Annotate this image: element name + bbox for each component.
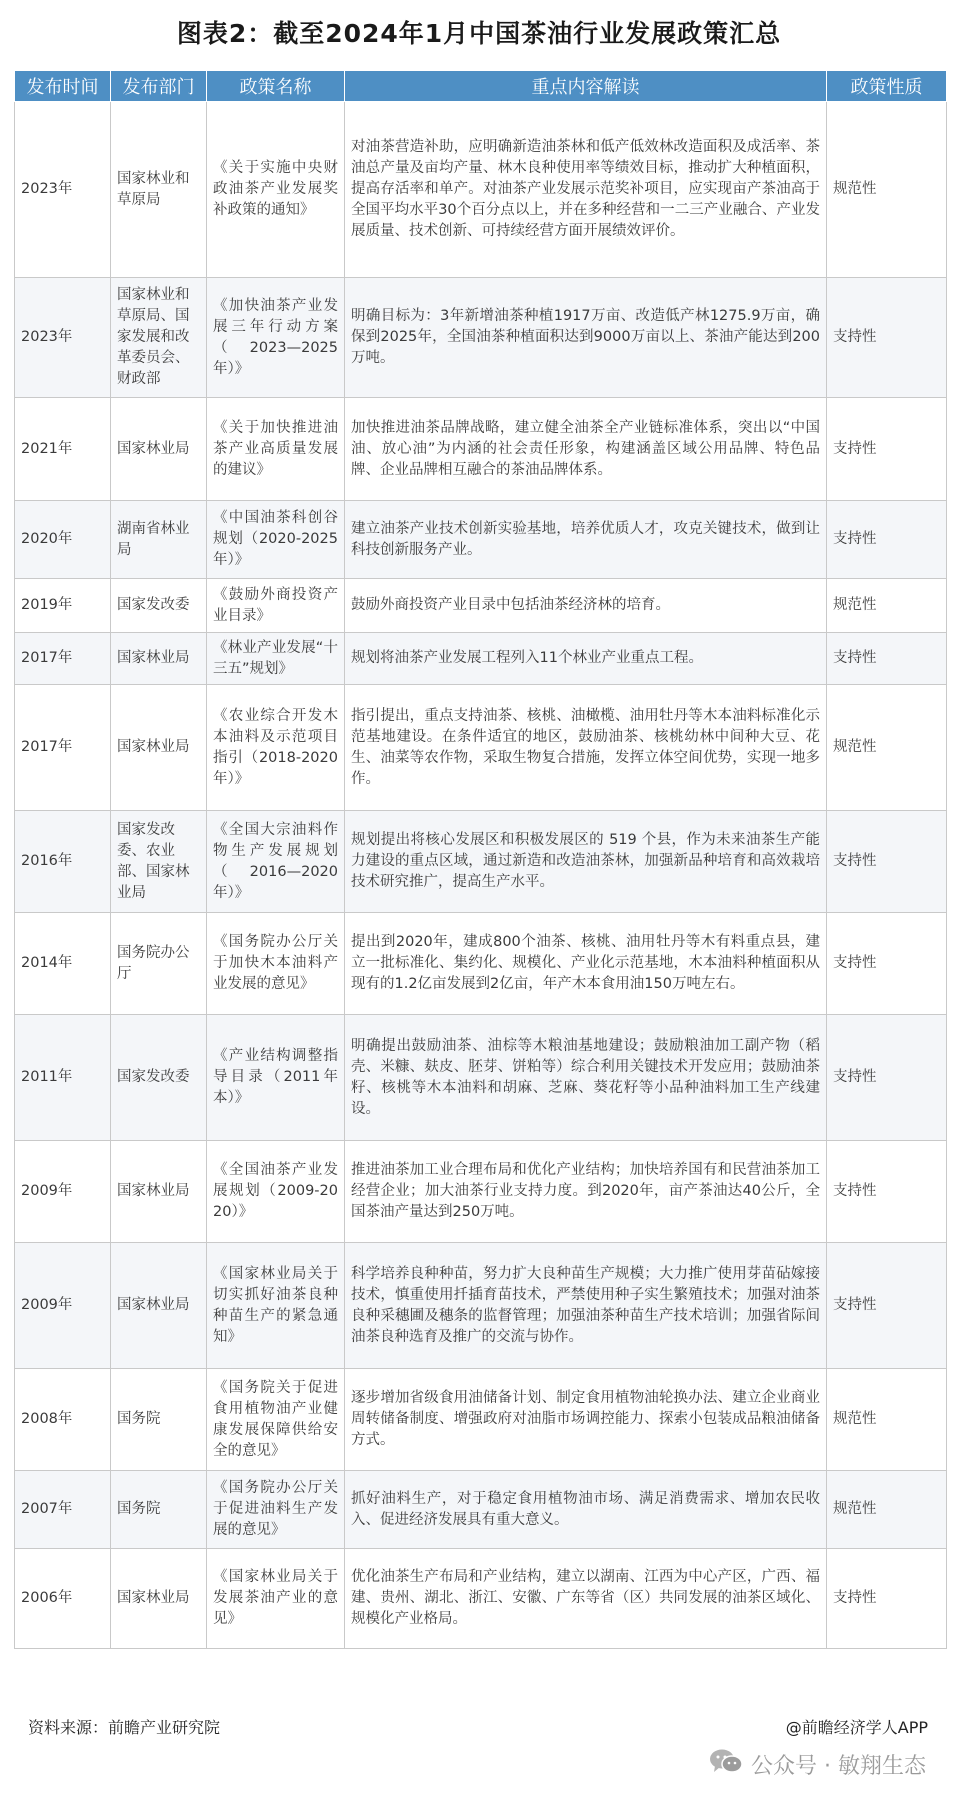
cell-policy-name: 《国务院关于促进食用植物油产业健康发展保障供给安全的意见》 [207, 1369, 345, 1471]
cell-nature: 支持性 [827, 398, 947, 501]
table-row [15, 633, 947, 685]
cell-dept: 国家林业局 [111, 398, 207, 501]
cell-date: 2019年 [15, 579, 111, 633]
cell-content: 明确提出鼓励油茶、油棕等木粮油基地建设；鼓励粮油加工副产物（稻壳、米糠、麸皮、胚芽、饼粕等）综合利用关键技术开发应用；鼓励油茶籽、核桃等木本油料和胡麻、芝麻、葵花籽等小品种油料加工生产线建设。 [345, 1015, 827, 1141]
cell-nature: 支持性 [827, 811, 947, 913]
cell-dept: 国务院办公厅 [111, 913, 207, 1015]
cell-nature: 规范性 [827, 1369, 947, 1471]
cell-policy-name: 《农业综合开发木本油料及示范项目指引（2018-2020年）》 [207, 685, 345, 811]
cell-nature: 支持性 [827, 633, 947, 685]
cell-content: 优化油茶生产布局和产业结构，建立以湖南、江西为中心产区，广西、福建、贵州、湖北、浙江、安徽、广东等省（区）共同发展的油茶区域化、规模化产业格局。 [345, 1549, 827, 1649]
cell-content: 规划提出将核心发展区和积极发展区的 519 个县，作为未来油茶生产能力建设的重点区域，通过新造和改造油茶林，加强新品种培育和高效栽培技术研究推广，提高生产水平。 [345, 811, 827, 913]
cell-policy-name: 《产业结构调整指导目录（2011年本）》 [207, 1015, 345, 1141]
header-nature: 政策性质 [827, 71, 947, 102]
cell-dept: 国家林业局 [111, 685, 207, 811]
brand-credit: @前瞻经济学人APP [785, 1718, 928, 1737]
cell-nature: 支持性 [827, 1549, 947, 1649]
cell-content: 建立油茶产业技术创新实验基地，培养优质人才，攻克关键技术，做到让科技创新服务产业。 [345, 501, 827, 579]
cell-nature: 支持性 [827, 278, 947, 398]
cell-date: 2011年 [15, 1015, 111, 1141]
table-row [15, 579, 947, 633]
cell-policy-name: 《加快油茶产业发展三年行动方案（2023—2025年）》 [207, 278, 345, 398]
source-note: 资料来源：前瞻产业研究院 [28, 1718, 221, 1737]
table-row [15, 685, 947, 811]
cell-content: 科学培养良种种苗，努力扩大良种苗生产规模；大力推广使用芽苗砧嫁接技术，慎重使用扦插育苗技术，严禁使用种子实生繁殖技术；加强对油茶良种采穗圃及穗条的监督管理；加强油茶种苗生产技术培训；加强省际间油茶良种选育及推广的交流与协作。 [345, 1243, 827, 1369]
table-row [15, 1369, 947, 1471]
cell-dept: 国家林业局 [111, 1243, 207, 1369]
cell-content: 规划将油茶产业发展工程列入11个林业产业重点工程。 [345, 633, 827, 685]
cell-content: 加快推进油茶品牌战略，建立健全油茶全产业链标准体系，突出以“中国油、放心油”为内涵的社会责任形象，构建涵盖区域公用品牌、特色品牌、企业品牌相互融合的茶油品牌体系。 [345, 398, 827, 501]
cell-dept: 国家林业和草原局 [111, 102, 207, 278]
cell-dept: 国务院 [111, 1471, 207, 1549]
cell-content: 明确目标为：3年新增油茶种植1917万亩、改造低产林1275.9万亩，确保到2025年，全国油茶种植面积达到9000万亩以上、茶油产能达到200万吨。 [345, 278, 827, 398]
cell-date: 2009年 [15, 1141, 111, 1243]
cell-policy-name: 《全国大宗油料作物生产发展规划（2016—2020年）》 [207, 811, 345, 913]
cell-date: 2007年 [15, 1471, 111, 1549]
cell-date: 2006年 [15, 1549, 111, 1649]
table-row [15, 398, 947, 501]
cell-date: 2023年 [15, 278, 111, 398]
table-row [15, 811, 947, 913]
cell-nature: 支持性 [827, 1141, 947, 1243]
cell-policy-name: 《国务院办公厅关于加快木本油料产业发展的意见》 [207, 913, 345, 1015]
cell-nature: 支持性 [827, 501, 947, 579]
cell-nature: 规范性 [827, 685, 947, 811]
cell-nature: 支持性 [827, 913, 947, 1015]
cell-policy-name: 《林业产业发展“十三五”规划》 [207, 633, 345, 685]
cell-dept: 国家发改委 [111, 1015, 207, 1141]
wechat-account [709, 1748, 926, 1780]
cell-policy-name: 《鼓励外商投资产业目录》 [207, 579, 345, 633]
cell-nature: 规范性 [827, 1471, 947, 1549]
cell-content: 鼓励外商投资产业目录中包括油茶经济林的培育。 [345, 579, 827, 633]
cell-content: 指引提出，重点支持油茶、核桃、油橄榄、油用牡丹等木本油料标准化示范基地建设。在条件适宜的地区，鼓励油茶、核桃幼林中间种大豆、花生、油菜等农作物，采取生物复合措施，发挥立体空间优势，实现一地多作。 [345, 685, 827, 811]
cell-policy-name: 《全国油茶产业发展规划（2009-2020）》 [207, 1141, 345, 1243]
wechat-icon [709, 1748, 743, 1780]
cell-policy-name: 《关于加快推进油茶产业高质量发展的建议》 [207, 398, 345, 501]
table-row [15, 102, 947, 278]
cell-date: 2009年 [15, 1243, 111, 1369]
header-dept: 发布部门 [111, 71, 207, 102]
cell-policy-name: 《关于实施中央财政油茶产业发展奖补政策的通知》 [207, 102, 345, 278]
table-row [15, 501, 947, 579]
cell-dept: 国家林业局 [111, 1141, 207, 1243]
cell-dept: 国家发改委、农业部、国家林业局 [111, 811, 207, 913]
table-row [15, 1243, 947, 1369]
cell-content: 抓好油料生产，对于稳定食用植物油市场、满足消费需求、增加农民收入、促进经济发展具有重大意义。 [345, 1471, 827, 1549]
cell-content: 对油茶营造补助，应明确新造油茶林和低产低效林改造面积及成活率、茶油总产量及亩均产量、林木良种使用率等绩效目标，推动扩大种植面积，提高存活率和单产。对油茶产业发展示范奖补项目，应实现亩产茶油高于全国平均水平30个百分点以上，并在多种经营和一二三产业融合、产业发展质量、技术创新、可持续经营方面开展绩效评价。 [345, 102, 827, 278]
cell-dept: 国家发改委 [111, 579, 207, 633]
cell-date: 2021年 [15, 398, 111, 501]
table-row [15, 1549, 947, 1649]
cell-date: 2020年 [15, 501, 111, 579]
cell-dept: 国务院 [111, 1369, 207, 1471]
cell-nature: 规范性 [827, 579, 947, 633]
cell-content: 提出到2020年，建成800个油茶、核桃、油用牡丹等木有料重点县，建立一批标准化、集约化、规模化、产业化示范基地，木本油料种植面积从现有的1.2亿亩发展到2亿亩，年产木本食用油150万吨左右。 [345, 913, 827, 1015]
policy-table [14, 70, 947, 1649]
table-row [15, 913, 947, 1015]
cell-date: 2014年 [15, 913, 111, 1015]
cell-content: 推进油茶加工业合理布局和优化产业结构；加快培养国有和民营油茶加工经营企业；加大油茶行业支持力度。到2020年，亩产茶油达40公斤，全国茶油产量达到250万吨。 [345, 1141, 827, 1243]
cell-nature: 规范性 [827, 102, 947, 278]
table-row [15, 1471, 947, 1549]
chart-title: 图表2：截至2024年1月中国茶油行业发展政策汇总 [176, 19, 782, 48]
cell-policy-name: 《中国油茶科创谷规划（2020-2025年）》 [207, 501, 345, 579]
table-header-row [15, 71, 947, 102]
cell-policy-name: 《国务院办公厅关于促进油料生产发展的意见》 [207, 1471, 345, 1549]
cell-dept: 国家林业局 [111, 1549, 207, 1649]
cell-dept: 湖南省林业局 [111, 501, 207, 579]
cell-nature: 支持性 [827, 1243, 947, 1369]
cell-policy-name: 《国家林业局关于发展茶油产业的意见》 [207, 1549, 345, 1649]
header-content: 重点内容解读 [345, 71, 827, 102]
header-name: 政策名称 [207, 71, 345, 102]
cell-nature: 支持性 [827, 1015, 947, 1141]
cell-date: 2008年 [15, 1369, 111, 1471]
wechat-account-label: 公众号 · 敏翔生态 [751, 1753, 926, 1779]
table-row [15, 278, 947, 398]
table-row [15, 1141, 947, 1243]
table-row [15, 1015, 947, 1141]
cell-date: 2017年 [15, 685, 111, 811]
cell-dept: 国家林业局 [111, 633, 207, 685]
cell-date: 2017年 [15, 633, 111, 685]
cell-dept: 国家林业和草原局、国家发展和改革委员会、财政部 [111, 278, 207, 398]
cell-policy-name: 《国家林业局关于切实抓好油茶良种种苗生产的紧急通知》 [207, 1243, 345, 1369]
header-date: 发布时间 [15, 71, 111, 102]
cell-content: 逐步增加省级食用油储备计划、制定食用植物油轮换办法、建立企业商业周转储备制度、增强政府对油脂市场调控能力、探索小包装成品粮油储备方式。 [345, 1369, 827, 1471]
cell-date: 2023年 [15, 102, 111, 278]
cell-date: 2016年 [15, 811, 111, 913]
